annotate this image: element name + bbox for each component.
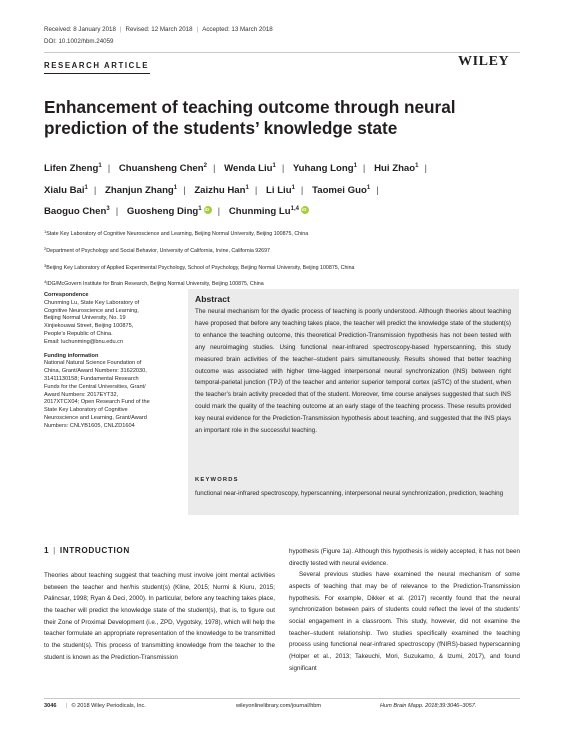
section-title: INTRODUCTION — [59, 546, 130, 555]
journal-citation: Hum Brain Mapp. 2018;39:3046–3057. — [380, 703, 477, 709]
affiliation: $^1$State Key Laboratory of Cognitive Neuroscience and Learning, Beijing Normal University, Beijing 100875, China — [44, 229, 309, 237]
footer-divider — [44, 698, 520, 699]
correspondence-email[interactable]: Email: luchunming@bnu.edu.cn — [44, 338, 124, 345]
separator: | — [119, 26, 122, 33]
funding-line: Numbers: CNLYB1605, CNLZD1604 — [44, 422, 135, 429]
header-divider — [44, 52, 520, 53]
orcid-icon[interactable] — [301, 206, 309, 214]
affiliations — [44, 225, 524, 292]
funding-block — [44, 353, 172, 431]
author[interactable]: Chunming Lu$^{1,4}$iD — [229, 206, 309, 217]
received-date: Received: 8 January 2018 — [44, 26, 116, 33]
funding-heading: Funding information — [44, 352, 99, 359]
funding-line: Award Numbers: 2017EYT32, — [44, 391, 119, 398]
author[interactable]: Xialu Bai$^1$ | — [44, 184, 97, 196]
correspondence-line: Xinjiekouwai Street, Beijing 100875, — [44, 323, 134, 330]
author[interactable]: Zaizhu Han$^1$ | — [194, 184, 258, 196]
author[interactable]: Wenda Liu$^1$ | — [224, 163, 285, 174]
separator: | — [53, 546, 56, 555]
funding-line: Funds for the Central Universities, Grant/ — [44, 383, 146, 390]
accepted-date: Accepted: 13 March 2018 — [202, 26, 273, 33]
sidebar-info — [44, 292, 172, 437]
journal-url[interactable]: wileyonlinelibrary.com/journal/hbm — [236, 703, 322, 709]
separator: | — [196, 26, 199, 33]
funding-line: 2017XTCX04; Open Research Fund of the — [44, 399, 150, 406]
keywords-heading: KEYWORDS — [195, 477, 239, 483]
manuscript-dates — [44, 26, 273, 33]
correspondence-heading: Correspondence — [44, 292, 89, 298]
affiliation: $^4$IDG/McGovern Institute for Brain Research, Beijing Normal University, Beijing 100875, China — [44, 279, 264, 288]
paragraph: hypothesis (Figure 1a). Although this hypothesis is widely accepted, it has not been directly tested with neural evidence. — [289, 548, 520, 567]
funding-line: National Natural Science Foundation of — [44, 360, 142, 367]
author[interactable]: Baoguo Chen$^3$ | — [44, 206, 119, 217]
funding-line: China, Grant/Award Numbers: 31622030, — [44, 368, 147, 375]
author[interactable]: Yuhang Long$^1$ | — [292, 163, 366, 174]
author[interactable]: Hui Zhao$^1$ | — [374, 163, 427, 174]
abstract-text: The neural mechanism for the dyadic process of teaching is poorly understood. Although theories about teaching have proposed that before any teaching takes place, the teacher will predict the knowledge state of the student(s) to enhance the teaching outcome, this theoretical Prediction-Transmission hypothesis has not been tested with any neuroimaging studies. Using functional near-infrared spectroscopy-based hyperscanning, this study measured brain activities of the teacher–student pairs simultaneously. Results showed that better teaching outcome was associated with higher time-lagged interpersonal neural synchronization (INS) between right temporal-parietal junction (TPJ) of the teacher and anterior superior temporal cortex (aSTC) of the student, when the teacher’s brain activity preceded that of the student. Moreover, time course analyses suggested that such INS could mark the quality of the teaching outcome at an early stage of the teaching process. These results provided key neural evidence for the Prediction-Transmission hypothesis about teaching, and suggested that the INS plays an important role in the successful teaching. — [195, 308, 511, 435]
body-column-right — [289, 546, 520, 674]
affiliation: $^3$Beijing Key Laboratory of Applied Experimental Psychology, School of Psychology, Beijing Normal University, Beijing 100875, China — [44, 262, 355, 271]
body-column-left — [44, 570, 275, 663]
page-number: 3046 — [44, 703, 57, 709]
publisher-logo: WILEY — [458, 54, 510, 69]
author[interactable]: Guosheng Ding$^1$iD | — [127, 206, 226, 217]
author[interactable]: Lifen Zheng$^1$ | — [44, 163, 111, 174]
funding-line: Neuroscience and Learning, Grant/Award — [44, 414, 147, 421]
orcid-icon[interactable] — [204, 206, 212, 214]
article-type: RESEARCH ARTICLE — [44, 61, 150, 70]
paragraph: Theories about teaching suggest that teaching must involve joint mental activities between the teacher and her/his student(s) (Kline, 2015; Nurmi & Kiuru, 2015; Palincsar, 1998; Ryan & Deci, 2000). In particular, before any teaching takes place, the teacher will predict the knowledge state of the student(s), that is, to figure out their Zone of Proximal Development (i.e., ZPD, Vygotsky, 1978), which will help the teacher formulate an appropriate representation of the knowledge to be transmitted to the student(s). This process of transmitting knowledge from the teacher to the student is known as the Prediction-Transmission — [44, 572, 275, 661]
paragraph: Several previous studies have examined the neural mechanism of some aspects of teaching that may be of relevance to the Prediction-Transmission hypothesis. For example, Dikker et al. (2017) recently found that the neural synchronization between pairs of students could reflect the level of the students’ social engagement in a classroom. This study, however, did not examine the teacher–student relationship. Two studies specifically examined the teaching process using functional near-infrared spectroscopy (fNIRS)-based hyperscanning (Holper et al., 2013; Takeuchi, Mori, Suzukamo, & Izumi, 2017), and found significant — [289, 571, 520, 672]
author[interactable]: Li Liu$^1$ | — [266, 184, 304, 196]
author[interactable]: Chuansheng Chen$^2$ | — [118, 163, 216, 174]
copyright: | © 2018 Wiley Periodicals, Inc. — [66, 703, 146, 709]
author-list — [44, 157, 524, 222]
revised-date: Revised: 12 March 2018 — [125, 26, 193, 33]
correspondence-line: People’s Republic of China. — [44, 330, 113, 337]
author[interactable]: Taomei Guo$^1$ | — [312, 184, 379, 196]
correspondence-line: Beijing Normal University, No. 19 — [44, 315, 126, 322]
correspondence-line: Cognitive Neuroscience and Learning, — [44, 307, 139, 314]
keywords-text: functional near-infrared spectroscopy, hyperscanning, interpersonal neural synchronization, prediction, teaching — [195, 490, 504, 497]
author[interactable]: Zhanjun Zhang$^1$ | — [105, 184, 186, 196]
correspondence-block — [44, 292, 172, 347]
funding-line: State Key Laboratory of Cognitive — [44, 407, 128, 414]
doi[interactable]: DOI: 10.1002/hbm.24059 — [44, 38, 114, 45]
correspondence-line: Chunming Lu, State Key Laboratory of — [44, 299, 140, 306]
paper-title: Enhancement of teaching outcome through neural prediction of the students’ knowledge state — [44, 97, 456, 138]
section-heading — [44, 546, 130, 555]
funding-line: 31411130158; Fundamental Research — [44, 375, 139, 382]
abstract-heading: Abstract — [195, 294, 230, 304]
affiliation: $^2$Department of Psychology and Social Behavior, University of California, Irvine, California 92697 — [44, 245, 270, 254]
section-number: 1 — [44, 546, 50, 555]
article-type-underline — [44, 73, 150, 74]
